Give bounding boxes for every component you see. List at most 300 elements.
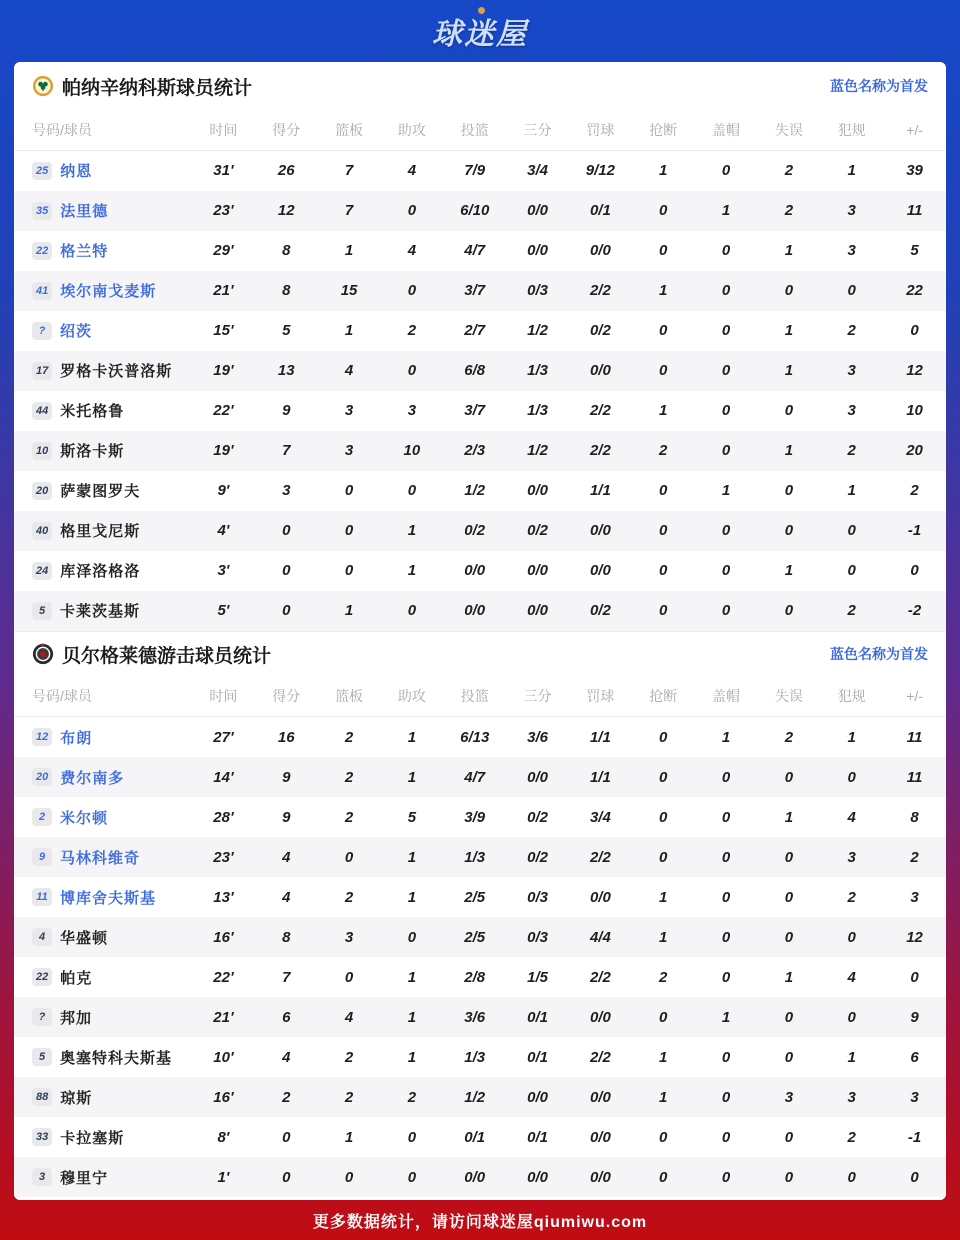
player-cell xyxy=(14,917,192,957)
stat-cell: 3 xyxy=(847,202,856,219)
stat-cell: 1 xyxy=(659,1088,668,1106)
stat-cell: 7/9 xyxy=(464,162,486,179)
stat-cell: 0/1 xyxy=(464,1128,486,1146)
stat-cell: 0 xyxy=(659,808,668,826)
stat-cell: 0 xyxy=(659,602,668,619)
stat-cell: 1 xyxy=(407,562,417,579)
stat-cell: 0/0 xyxy=(589,362,611,379)
stat-cell: 1 xyxy=(407,522,417,539)
stat-cell: 4/7 xyxy=(464,768,486,786)
column-header: 三分 xyxy=(506,677,569,717)
stat-cell: 23' xyxy=(213,848,234,866)
column-header: 失误 xyxy=(757,677,820,717)
stat-cell: 2 xyxy=(910,482,919,499)
player-name: 格兰特 xyxy=(60,243,109,260)
stat-cell: 0/3 xyxy=(527,282,548,299)
player-cell xyxy=(14,511,192,551)
stat-cell: 3 xyxy=(847,362,856,379)
starter-legend: 蓝色名称为首发 xyxy=(830,78,928,94)
player-name: 纳恩 xyxy=(60,163,93,180)
stat-cell: 3/7 xyxy=(464,402,486,419)
stat-cell: 0 xyxy=(910,562,919,579)
player-cell xyxy=(14,271,192,311)
stat-cell: 22' xyxy=(213,402,234,419)
stat-cell: 6 xyxy=(910,1048,919,1066)
stat-cell: 0/2 xyxy=(589,602,611,619)
stat-cell: 0/1 xyxy=(527,1008,548,1026)
stat-cell: 39 xyxy=(906,162,923,179)
stat-cell: 7 xyxy=(344,202,354,219)
site-footer xyxy=(0,1200,960,1240)
stat-cell: 2 xyxy=(784,728,794,746)
stat-cell: 3/9 xyxy=(464,808,486,826)
stat-cell: 2/2 xyxy=(589,442,611,459)
stat-cell: 10 xyxy=(906,402,923,419)
stat-cell: 0 xyxy=(407,1128,417,1146)
stat-cell: 0 xyxy=(721,808,731,826)
stat-cell: 0 xyxy=(721,402,731,419)
table-title: 贝尔格莱德游击球员统计 xyxy=(62,645,272,667)
stat-cell: 0/0 xyxy=(589,242,611,259)
stat-cell: 0 xyxy=(407,362,417,379)
section-head-away xyxy=(14,631,946,677)
stat-cell: 11 xyxy=(906,768,923,786)
stat-cell: 26 xyxy=(277,162,295,179)
player-row xyxy=(14,1037,946,1077)
stat-cell: 2 xyxy=(407,1088,417,1106)
player-cell xyxy=(14,1117,192,1157)
player-name: 米托格鲁 xyxy=(60,403,125,420)
player-name: 费尔南多 xyxy=(60,769,125,787)
stat-cell: 1/1 xyxy=(589,482,611,499)
stat-cell: 0/1 xyxy=(589,202,611,219)
player-cell xyxy=(14,351,192,391)
stat-cell: 1 xyxy=(344,322,354,339)
stat-cell: 0 xyxy=(721,1048,731,1066)
stat-cell: 0/2 xyxy=(527,522,548,539)
stat-cell: 1/3 xyxy=(527,362,548,379)
stat-cell: 1 xyxy=(659,162,668,179)
stat-cell: 1 xyxy=(847,482,856,499)
stat-cell: 1/2 xyxy=(464,1088,486,1106)
stat-cell: 1 xyxy=(659,888,668,906)
player-cell xyxy=(14,231,192,271)
stat-cell: 0/0 xyxy=(464,602,486,619)
column-header: 得分 xyxy=(255,677,318,717)
stat-cell: 12 xyxy=(906,362,923,379)
stat-cell: 2 xyxy=(659,442,668,459)
stat-cell: 0 xyxy=(847,522,856,539)
column-header: 号码/球员 xyxy=(14,110,192,150)
stat-cell: 0 xyxy=(659,322,668,339)
player-name: 邦加 xyxy=(60,1009,93,1027)
player-row xyxy=(14,511,946,551)
stat-cell: 3' xyxy=(217,562,230,579)
player-number-badge: 12 xyxy=(32,728,52,746)
player-row xyxy=(14,1117,946,1157)
stat-cell: 0 xyxy=(910,968,919,986)
stat-cell: 0 xyxy=(721,1128,731,1146)
stat-cell: 0 xyxy=(721,1088,731,1106)
stat-cell: 0 xyxy=(784,768,794,786)
player-name: 法里德 xyxy=(60,203,109,220)
footer-text: 更多数据统计，请访问球迷屋qiumiwu.com xyxy=(312,1213,648,1231)
stat-cell: 0 xyxy=(784,888,794,906)
stat-cell: 6/10 xyxy=(460,202,490,219)
stat-cell: 2/5 xyxy=(464,928,486,946)
stat-cell: 9' xyxy=(217,482,230,499)
stat-cell: 0/0 xyxy=(589,522,611,539)
column-header: +/- xyxy=(883,677,946,717)
stat-cell: 3/4 xyxy=(527,162,548,179)
stat-cell: 2 xyxy=(847,602,856,619)
section-head-home xyxy=(14,62,946,110)
logo-accent-dot xyxy=(478,7,485,14)
stat-cell: 1 xyxy=(407,1008,417,1026)
stat-cell: 3 xyxy=(344,928,354,946)
stat-cell: 0/0 xyxy=(464,562,486,579)
stat-cell: 8 xyxy=(282,928,291,946)
stat-cell: 15 xyxy=(340,282,358,299)
site-logo xyxy=(432,9,528,53)
stat-cell: 0 xyxy=(721,1168,731,1186)
stat-cell: 1 xyxy=(784,562,794,579)
table-header-row xyxy=(14,677,946,717)
player-cell xyxy=(14,391,192,431)
stat-cell: 1 xyxy=(407,768,417,786)
player-cell xyxy=(14,1037,192,1077)
stat-cell: 21' xyxy=(213,282,234,299)
player-row xyxy=(14,837,946,877)
stat-cell: 2 xyxy=(344,728,354,746)
stat-cell: 16' xyxy=(213,928,234,946)
stat-cell: 0 xyxy=(407,282,417,299)
stat-cell: 0 xyxy=(784,1168,794,1186)
stat-cell: 7 xyxy=(282,442,291,459)
stat-cell: 4 xyxy=(847,968,856,986)
stat-cell: 2 xyxy=(847,322,856,339)
stat-cell: 0 xyxy=(847,928,856,946)
stat-cell: 4 xyxy=(407,162,417,179)
stat-cell: 0/2 xyxy=(527,808,548,826)
starter-legend: 蓝色名称为首发 xyxy=(830,646,928,662)
stat-cell: 1 xyxy=(847,162,856,179)
stat-cell: 12 xyxy=(277,202,295,219)
stat-cell: 19' xyxy=(213,442,234,459)
stat-cell: 1 xyxy=(344,242,354,259)
stat-cell: 1 xyxy=(784,968,794,986)
column-header: 助攻 xyxy=(380,677,443,717)
stat-cell: 0 xyxy=(407,928,417,946)
player-number-badge: 10 xyxy=(32,442,52,460)
stat-cell: 6/13 xyxy=(460,728,490,746)
player-cell xyxy=(14,591,192,631)
player-row xyxy=(14,271,946,311)
stat-cell: 3/7 xyxy=(464,282,486,299)
stat-cell: 0 xyxy=(784,1048,794,1066)
stat-cell: 1 xyxy=(784,322,794,339)
stat-cell: 0/0 xyxy=(589,888,611,906)
column-header: 犯规 xyxy=(820,110,883,150)
stat-cell: 0 xyxy=(344,562,354,579)
stat-cell: 1/3 xyxy=(527,402,548,419)
stat-cell: 1 xyxy=(847,728,856,746)
stat-cell: 0/0 xyxy=(527,1088,548,1106)
stat-cell: 3 xyxy=(910,888,919,906)
stat-cell: 0 xyxy=(407,482,417,499)
stat-cell: 0 xyxy=(847,1168,856,1186)
stat-cell: 0/0 xyxy=(527,482,548,499)
player-name: 马林科维奇 xyxy=(60,849,141,867)
player-row xyxy=(14,351,946,391)
partizan-logo xyxy=(32,643,54,665)
stat-cell: 2/2 xyxy=(589,968,611,986)
stat-cell: 0 xyxy=(721,322,731,339)
player-number-badge: 2 xyxy=(32,808,52,826)
player-number-badge: 4 xyxy=(32,928,52,946)
stat-cell: -1 xyxy=(907,1128,922,1146)
stat-cell: 0/2 xyxy=(464,522,486,539)
stat-cell: 11 xyxy=(906,728,923,746)
stat-cell: 1/5 xyxy=(527,968,548,986)
stat-cell: 0 xyxy=(344,968,354,986)
stat-cell: 4 xyxy=(282,1048,291,1066)
player-number-badge: 17 xyxy=(32,362,52,380)
player-row xyxy=(14,757,946,797)
player-row xyxy=(14,551,946,591)
player-name: 穆里宁 xyxy=(60,1169,109,1187)
player-number-badge: 22 xyxy=(32,242,52,260)
stat-cell: 0 xyxy=(407,1168,417,1186)
stat-cell: 3 xyxy=(847,402,856,419)
stat-cell: 0 xyxy=(407,202,417,219)
column-header: 投篮 xyxy=(443,110,506,150)
stat-cell: 1/3 xyxy=(464,848,486,866)
stat-cell: -2 xyxy=(907,602,922,619)
stat-cell: 4 xyxy=(407,242,417,259)
stat-cell: 0 xyxy=(659,242,668,259)
stat-cell: 3/4 xyxy=(589,808,611,826)
stat-cell: 0 xyxy=(282,562,291,579)
stat-cell: 1 xyxy=(721,482,731,499)
stat-cell: 1 xyxy=(407,728,417,746)
stat-cell: 6 xyxy=(282,1008,291,1026)
stat-cell: 16' xyxy=(213,1088,234,1106)
player-name: 库泽洛格洛 xyxy=(60,563,141,580)
player-row xyxy=(14,231,946,271)
column-header: 得分 xyxy=(255,110,318,150)
stats-card xyxy=(14,62,946,1200)
player-number-badge: 40 xyxy=(32,522,52,540)
player-name: 帕克 xyxy=(60,969,93,987)
stat-cell: 0 xyxy=(784,522,794,539)
stat-cell: 0/1 xyxy=(527,1048,548,1066)
stat-cell: 1 xyxy=(784,362,794,379)
player-cell xyxy=(14,311,192,351)
player-number-badge: 88 xyxy=(32,1088,52,1106)
stat-cell: 3/6 xyxy=(464,1008,486,1026)
player-name: 埃尔南戈麦斯 xyxy=(60,283,157,300)
stat-cell: 2/2 xyxy=(589,402,611,419)
stat-cell: 2/2 xyxy=(589,848,611,866)
stat-cell: 0 xyxy=(721,162,731,179)
stat-cell: 22 xyxy=(906,282,923,299)
stat-cell: 1 xyxy=(784,442,794,459)
stat-cell: 19' xyxy=(213,362,234,379)
stat-cell: 1/2 xyxy=(527,322,548,339)
away-team-stats-table xyxy=(14,677,946,1198)
stat-cell: 4/4 xyxy=(589,928,611,946)
player-name: 卡拉塞斯 xyxy=(60,1129,125,1147)
stat-cell: 13 xyxy=(277,362,295,379)
stat-cell: 5 xyxy=(407,808,417,826)
stat-cell: 11 xyxy=(906,202,923,219)
stat-cell: 7 xyxy=(344,162,354,179)
stat-cell: 1 xyxy=(847,1048,856,1066)
stat-cell: 0 xyxy=(784,928,794,946)
player-row xyxy=(14,1157,946,1197)
stat-cell: 4 xyxy=(344,1008,354,1026)
stat-cell: 8 xyxy=(282,242,291,259)
stat-cell: 1 xyxy=(407,848,417,866)
stat-cell: 9 xyxy=(282,768,291,786)
stat-cell: 27' xyxy=(213,728,234,746)
player-cell xyxy=(14,837,192,877)
player-number-badge: 11 xyxy=(32,888,52,906)
site-logo-text: 球迷屋 xyxy=(432,18,528,51)
stat-cell: 4 xyxy=(282,848,291,866)
player-cell xyxy=(14,151,192,191)
stat-cell: 0 xyxy=(344,482,354,499)
stat-cell: 23' xyxy=(213,202,234,219)
stat-cell: 1' xyxy=(217,1168,230,1186)
stat-cell: 1 xyxy=(784,242,794,259)
column-header: 犯规 xyxy=(820,677,883,717)
player-cell xyxy=(14,997,192,1037)
stat-cell: 10 xyxy=(403,442,421,459)
player-row xyxy=(14,150,946,191)
stat-cell: 31' xyxy=(213,162,234,179)
stat-cell: 0/0 xyxy=(527,768,548,786)
stat-cell: 20 xyxy=(906,442,923,459)
stat-cell: 0 xyxy=(721,522,731,539)
home-team-stats-table xyxy=(14,110,946,631)
panathinaikos-logo xyxy=(32,75,54,97)
stat-cell: 1 xyxy=(407,888,417,906)
column-header: 助攻 xyxy=(380,110,443,150)
stat-cell: 16 xyxy=(277,728,295,746)
player-number-badge: 35 xyxy=(32,202,52,220)
stat-cell: 3 xyxy=(407,402,417,419)
stat-cell: 0/3 xyxy=(527,928,548,946)
stat-cell: 4/7 xyxy=(464,242,486,259)
player-number-badge: 5 xyxy=(32,602,52,620)
stat-cell: 0 xyxy=(721,602,731,619)
column-header: 篮板 xyxy=(318,677,381,717)
stat-cell: 7 xyxy=(282,968,291,986)
stat-cell: 6/8 xyxy=(464,362,486,379)
stat-cell: 2 xyxy=(659,968,668,986)
table-header-row xyxy=(14,110,946,150)
column-header: 三分 xyxy=(506,110,569,150)
stat-cell: 14' xyxy=(213,768,234,786)
stat-cell: 2 xyxy=(344,1088,354,1106)
column-header: 失误 xyxy=(757,110,820,150)
column-header: 抢断 xyxy=(632,110,695,150)
player-row xyxy=(14,591,946,631)
stat-cell: 2/8 xyxy=(464,968,486,986)
player-row xyxy=(14,797,946,837)
stat-cell: 0 xyxy=(282,602,291,619)
stat-cell: 2 xyxy=(407,322,417,339)
stat-cell: 0/2 xyxy=(589,322,611,339)
stat-cell: 1 xyxy=(407,1048,417,1066)
stat-cell: 0 xyxy=(784,482,794,499)
column-header: 时间 xyxy=(192,110,255,150)
stat-cell: 0 xyxy=(344,522,354,539)
stat-cell: 0 xyxy=(659,202,668,219)
stat-cell: 2/7 xyxy=(464,322,486,339)
stat-cell: 2 xyxy=(282,1088,291,1106)
player-row xyxy=(14,717,946,758)
player-name: 萨蒙图罗夫 xyxy=(60,483,141,500)
column-header: 盖帽 xyxy=(695,677,758,717)
stat-cell: 0 xyxy=(282,1128,291,1146)
player-cell xyxy=(14,471,192,511)
player-row xyxy=(14,311,946,351)
stat-cell: 0 xyxy=(282,522,291,539)
column-header: +/- xyxy=(883,110,946,150)
stat-cell: 5 xyxy=(910,242,919,259)
stat-cell: 13' xyxy=(213,888,234,906)
player-row xyxy=(14,1077,946,1117)
player-row xyxy=(14,191,946,231)
player-row xyxy=(14,997,946,1037)
stat-cell: 9 xyxy=(910,1008,919,1026)
stat-cell: 4 xyxy=(847,808,856,826)
stat-cell: 0/0 xyxy=(589,1128,611,1146)
site-header xyxy=(0,0,960,62)
player-cell xyxy=(14,1157,192,1197)
stat-cell: 0/0 xyxy=(527,602,548,619)
stat-cell: 2 xyxy=(344,808,354,826)
stat-cell: 29' xyxy=(213,242,234,259)
player-row xyxy=(14,471,946,511)
player-row xyxy=(14,957,946,997)
stat-cell: 3 xyxy=(910,1088,919,1106)
player-cell xyxy=(14,551,192,591)
stat-cell: 1 xyxy=(721,1008,731,1026)
player-row xyxy=(14,917,946,957)
stat-cell: 0 xyxy=(659,362,668,379)
stat-cell: 0 xyxy=(282,1168,291,1186)
stat-cell: 4 xyxy=(282,888,291,906)
stat-cell: 0 xyxy=(659,1008,668,1026)
stat-cell: 3/6 xyxy=(527,728,548,746)
stat-cell: 10' xyxy=(213,1048,234,1066)
stat-cell: 0 xyxy=(659,728,668,746)
stat-cell: 4 xyxy=(344,362,354,379)
player-number-badge: 9 xyxy=(32,848,52,866)
player-number-badge: 22 xyxy=(32,968,52,986)
stat-cell: 2/2 xyxy=(589,1048,611,1066)
stat-cell: 1/1 xyxy=(589,768,611,786)
stat-cell: 0/0 xyxy=(589,1008,611,1026)
stat-cell: 4' xyxy=(217,522,230,539)
player-cell xyxy=(14,757,192,797)
stat-cell: 0 xyxy=(847,562,856,579)
stat-cell: 0 xyxy=(784,1128,794,1146)
